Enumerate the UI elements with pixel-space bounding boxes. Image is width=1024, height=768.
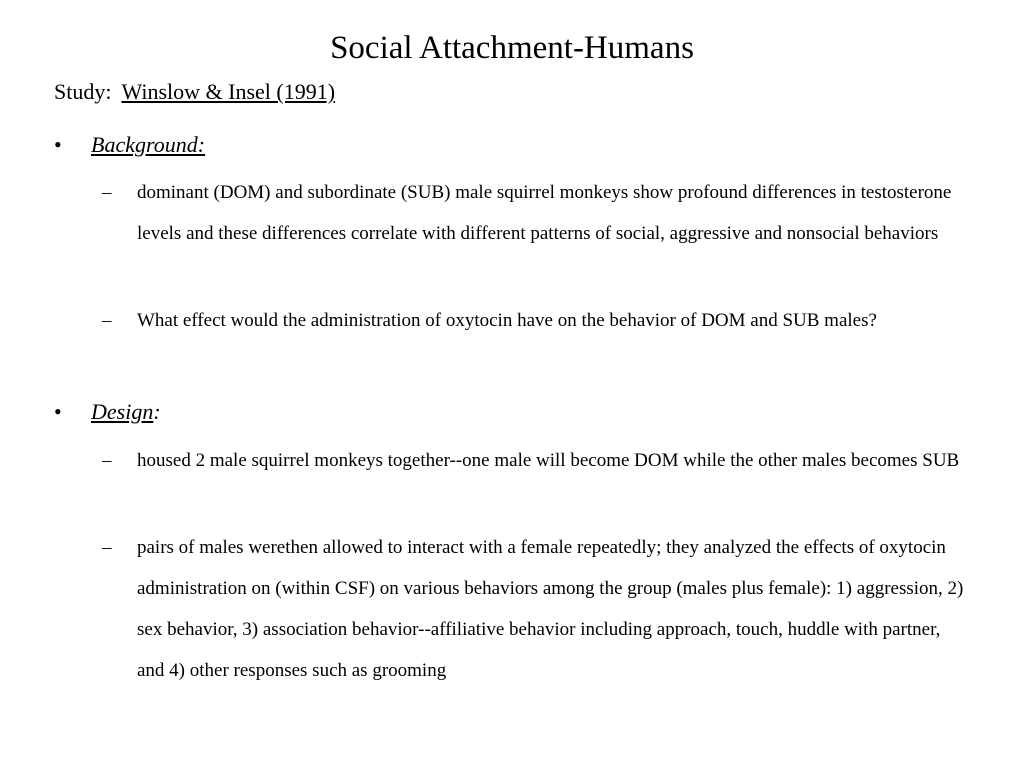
bullet-heading: Design xyxy=(91,399,154,424)
bullet-heading: Background: xyxy=(91,132,206,157)
sub-item-text: dominant (DOM) and subordinate (SUB) male squirrel monkeys show profound differences in testosterone levels and these differences correlate with different patterns of social, aggressive and nonsocial behaviors xyxy=(137,182,952,244)
study-line xyxy=(54,78,335,106)
bullet-marker: • xyxy=(54,132,62,157)
sub-item xyxy=(102,172,972,254)
dash-marker: – xyxy=(102,182,112,203)
sub-item xyxy=(102,440,972,481)
dash-marker: – xyxy=(102,537,112,558)
study-reference: Winslow & Insel (1991) xyxy=(121,79,336,104)
sub-item-text: pairs of males werethen allowed to interact with a female repeatedly; they analyzed the effects of oxytocin administration on (within CSF) on various behaviors among the group (males plus female): 1) aggression, 2) sex behavior, 3) association behavior--affiliative behavior including approach, touch, huddle with partner, and 4) other responses such as grooming xyxy=(137,537,964,681)
sub-item-text: What effect would the administration of oxytocin have on the behavior of DOM and SUB males? xyxy=(137,310,877,331)
dash-marker: – xyxy=(102,450,112,471)
slide-title: Social Attachment-Humans xyxy=(330,30,694,66)
bullet-design xyxy=(54,398,161,426)
sub-item xyxy=(102,300,972,341)
study-label: Study: xyxy=(54,79,112,104)
dash-marker: – xyxy=(102,310,112,331)
bullet-background xyxy=(54,131,205,159)
sub-item-text: housed 2 male squirrel monkeys together--one male will become DOM while the other males becomes SUB xyxy=(137,450,960,471)
bullet-heading-suffix: : xyxy=(153,399,161,424)
bullet-marker: • xyxy=(54,399,62,424)
sub-item xyxy=(102,527,972,691)
